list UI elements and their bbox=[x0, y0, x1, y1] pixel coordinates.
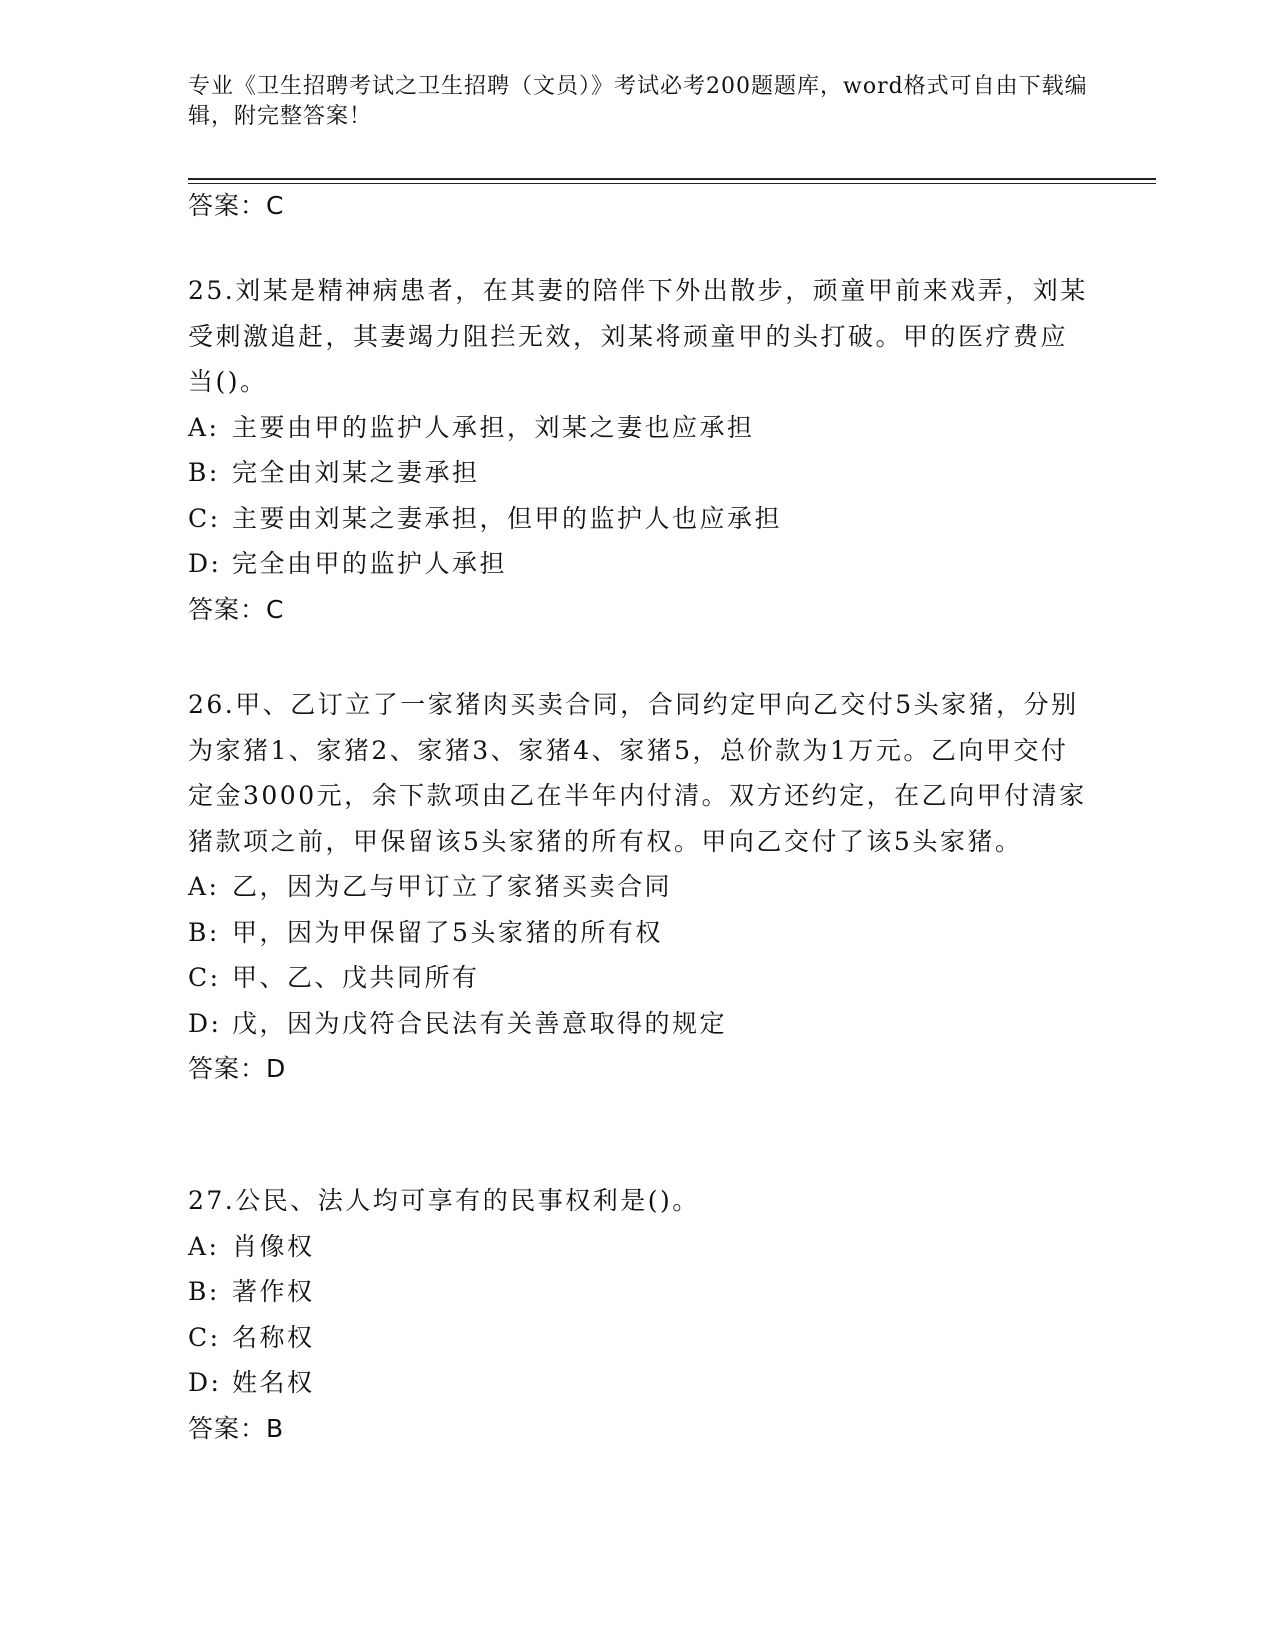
page-header bbox=[188, 72, 1088, 132]
option-d bbox=[188, 541, 1088, 587]
option-text: 乙，因为乙与甲订立了家猪买卖合同 bbox=[232, 872, 673, 901]
option-c bbox=[188, 496, 1088, 542]
option-key: D: bbox=[188, 549, 222, 578]
question-stem: 25.刘某是精神病患者，在其妻的陪伴下外出散步，顽童甲前来戏弄，刘某受刺激追赶，其妻竭力阻拦无效，刘某将顽童甲的头打破。甲的医疗费应当()。 bbox=[188, 276, 1088, 396]
option-text: 完全由刘某之妻承担 bbox=[232, 458, 480, 487]
option-key: D: bbox=[188, 1368, 222, 1397]
option-b bbox=[188, 1269, 1088, 1315]
question-26 bbox=[188, 682, 1088, 1092]
option-key: B: bbox=[188, 458, 220, 487]
option-b bbox=[188, 910, 1088, 956]
option-text: 主要由甲的监护人承担，刘某之妻也应承担 bbox=[232, 412, 755, 442]
option-text: 主要由刘某之妻承担，但甲的监护人也应承担 bbox=[232, 503, 783, 533]
question-stem: 26.甲、乙订立了一家猪肉买卖合同，合同约定甲向乙交付5头家猪，分别为家猪1、家猪2、家猪3、家猪4、家猪5，总价款为1万元。乙向甲交付定金3000元，余下款项由乙在半年内付清。双方还约定，在乙向甲付清家猪款项之前，甲保留该5头家猪的所有权。甲向乙交付了该5头家猪。 bbox=[188, 690, 1087, 856]
header-divider bbox=[188, 178, 1156, 180]
option-text: 姓名权 bbox=[232, 1368, 315, 1397]
option-text: 肖像权 bbox=[232, 1231, 315, 1261]
option-b bbox=[188, 450, 1088, 496]
option-text: 戊，因为戊符合民法有关善意取得的规定 bbox=[232, 1008, 728, 1038]
answer: 答案：B bbox=[188, 1413, 285, 1443]
option-text: 甲、乙、戊共同所有 bbox=[232, 963, 480, 992]
option-text: 完全由甲的监护人承担 bbox=[232, 549, 508, 578]
option-key: B: bbox=[188, 1277, 220, 1306]
option-d bbox=[188, 1360, 1088, 1406]
option-key: A: bbox=[188, 872, 220, 901]
answer: 答案：D bbox=[188, 1054, 287, 1083]
question-27 bbox=[188, 1178, 1088, 1451]
option-key: A: bbox=[188, 1231, 220, 1261]
option-key: C: bbox=[188, 963, 221, 992]
option-key: C: bbox=[188, 503, 221, 533]
option-text: 著作权 bbox=[232, 1277, 315, 1306]
option-d bbox=[188, 1001, 1088, 1047]
document-title: 专业《卫生招聘考试之卫生招聘（文员）》考试必考200题题库，word格式可自由下载编辑，附完整答案！ bbox=[188, 74, 1088, 129]
option-a bbox=[188, 1224, 1088, 1270]
question-25 bbox=[188, 268, 1088, 632]
answer: 答案：C bbox=[188, 594, 285, 624]
option-c bbox=[188, 1315, 1088, 1361]
option-c bbox=[188, 955, 1088, 1001]
option-key: D: bbox=[188, 1008, 222, 1038]
option-key: B: bbox=[188, 917, 220, 947]
previous-answer: 答案：C bbox=[188, 191, 285, 220]
option-text: 名称权 bbox=[232, 1322, 315, 1352]
question-stem: 27.公民、法人均可享有的民事权利是()。 bbox=[188, 1186, 700, 1215]
option-text: 甲，因为甲保留了5头家猪的所有权 bbox=[232, 917, 663, 947]
option-key: A: bbox=[188, 412, 220, 442]
option-key: C: bbox=[188, 1322, 221, 1352]
option-a bbox=[188, 864, 1088, 910]
option-a bbox=[188, 405, 1088, 451]
header-divider-thin bbox=[188, 183, 1156, 184]
